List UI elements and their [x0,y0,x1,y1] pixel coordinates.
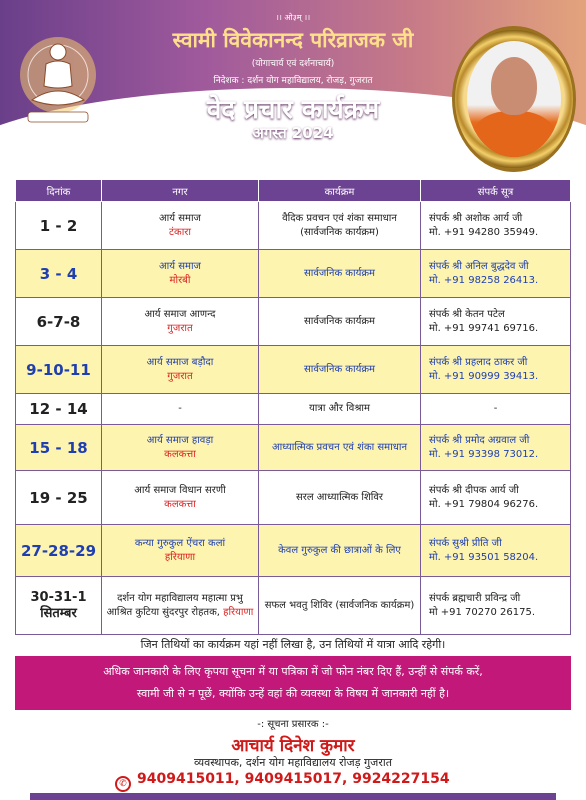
program-cell: आध्यात्मिक प्रवचन एवं शंका समाधान [259,425,421,471]
contact-cell [421,298,571,346]
contact-person: संपर्क ब्रह्मचारी प्रविन्द्र जी [429,592,521,604]
table-row [16,394,571,425]
phone-icon: ✆ [115,776,131,792]
date-cell: 15 - 18 [16,425,102,471]
banner-line-1: अधिक जानकारी के लिए कृपया सूचना में या पत्रिका में जो फोन नंबर दिए हैं, उन्हीं से संपर्क करें, [103,665,483,678]
city-line: आर्य समाज [159,260,201,272]
header-director: निदेशक : दर्शन योग महाविद्यालय, रोजड़, गुजरात [213,76,373,86]
phone-numbers: 9409415011, 9409415017, 9924227154 [137,771,450,787]
contact-person: संपर्क श्री प्रमोद अग्रवाल जी [429,434,530,446]
date-cell: 12 - 14 [16,394,102,425]
city-region: मोरबी [169,274,191,286]
city-cell [102,577,259,635]
city-cell [102,346,259,394]
date-cell: 1 - 2 [16,202,102,250]
date-cell: 30-31-1 सितम्बर [16,577,102,635]
header-title: स्वामी विवेकानन्द परिव्राजक जी [172,28,414,52]
program-cell: सार्वजनिक कार्यक्रम [259,346,421,394]
contact-person: संपर्क श्री दीपक आर्य जी [429,484,519,496]
announcer-name: आचार्य दिनेश कुमार [231,736,355,756]
city-line: आर्य समाज [159,212,201,224]
table-row [16,471,571,525]
city-cell [102,250,259,298]
city-region: हरियाणा [164,551,196,563]
city-region: गुजरात [167,370,193,382]
contact-phone: मो. +91 98258 26413. [429,274,539,286]
table-row [16,202,571,250]
schedule-table [15,179,571,635]
date-cell: 9-10-11 [16,346,102,394]
header-city: नगर [102,180,259,202]
contact-phone: मो. +91 79804 96276. [429,498,539,510]
info-banner [15,656,571,710]
contact-phones [115,771,495,792]
contact-cell [421,250,571,298]
announcer-label: -: सूचना प्रसारक :- [257,719,329,730]
contact-phone: मो. +91 94280 35949. [429,226,539,238]
contact-person: संपर्क श्री अनिल बुद्धदेव जी [429,260,529,272]
program-cell: सफल भवतु शिविर (सार्वजनिक कार्यक्रम) [259,577,421,635]
contact-cell [421,425,571,471]
city-cell [102,202,259,250]
table-row [16,425,571,471]
city-line: आर्य समाज आणन्द [144,308,216,320]
contact-cell [421,577,571,635]
contact-phone: मो +91 70270 26175. [429,606,536,618]
om-text: ।। ओ३म् ।। [275,13,311,22]
program-cell: केवल गुरुकुल की छात्राओं के लिए [259,525,421,577]
date-cell: 6-7-8 [16,298,102,346]
table-row [16,577,571,635]
table-row [16,298,571,346]
contact-person: संपर्क सुश्री प्रीति जी [429,537,502,549]
announcer-designation: व्यवस्थापक, दर्शन योग महाविद्यालय रोजड़ गुजरात [194,756,392,769]
city-cell [102,525,259,577]
date-cell: 27-28-29 [16,525,102,577]
city-line: आर्य समाज हावड़ा [146,434,214,446]
bottom-bar [30,793,556,800]
contact-person: संपर्क श्री केतन पटेल [429,308,505,320]
city-cell [102,471,259,525]
city-region: गुजरात [167,322,193,334]
header-contact: संपर्क सूत्र [421,180,571,202]
contact-person: संपर्क श्री प्रहलाद ठाकर जी [429,356,528,368]
city-line: कन्या गुरुकुल ऐंचरा कलां [134,537,226,549]
city-cell [102,298,259,346]
table-header-row [16,180,571,202]
city-region: कलकत्ता [164,498,196,510]
program-cell: वैदिक प्रवचन एवं शंका समाधान (सार्वजनिक कार्यक्रम) [259,202,421,250]
city-cell [102,425,259,471]
contact-cell [421,471,571,525]
event-month: अगस्त 2024 [252,124,334,142]
contact-cell [421,202,571,250]
contact-phone: मो. +91 93501 58204. [429,551,539,563]
banner-line-2: स्वामी जी से न पूछें, क्योंकि उन्हें वहां की व्यवस्था के विषय में जानकारी नहीं है। [136,687,450,700]
city-region: हरियाणा [223,606,254,618]
table-row [16,250,571,298]
contact-phone: मो. +91 90999 39413. [429,370,539,382]
swami-portrait-photo [452,26,576,172]
contact-phone: मो. +91 93398 73012. [429,448,539,460]
header [0,0,586,172]
event-title: वेद प्रचार कार्यक्रम [206,95,380,125]
meditating-figure-logo [18,30,98,130]
city-cell: - [102,394,259,425]
program-cell: यात्रा और विश्राम [259,394,421,425]
city-region: कलकत्ता [164,448,196,460]
contact-cell: - [421,394,571,425]
date-cell: 3 - 4 [16,250,102,298]
contact-cell [421,525,571,577]
header-date: दिनांक [16,180,102,202]
city-region: टंकारा [169,226,191,238]
table-row [16,346,571,394]
city-line: आर्य समाज बड़ौदा [146,356,214,368]
city-line: दर्शन योग महाविद्यालय महात्मा प्रभु आश्रित कुटिया सुंदरपुर रोहतक, [106,592,243,618]
date-cell: 19 - 25 [16,471,102,525]
contact-cell [421,346,571,394]
program-cell: सार्वजनिक कार्यक्रम [259,250,421,298]
travel-note: जिन तिथियों का कार्यक्रम यहां नहीं लिखा है, उन तिथियों में यात्रा आदि रहेगी। [140,638,446,651]
header-subtitle: (योगाचार्य एवं दर्शनाचार्य) [251,59,335,69]
city-line: आर्य समाज विधान सरणी [134,484,226,496]
program-cell: सार्वजनिक कार्यक्रम [259,298,421,346]
header-program: कार्यक्रम [259,180,421,202]
table-row [16,525,571,577]
program-cell: सरल आध्यात्मिक शिविर [259,471,421,525]
contact-person: संपर्क श्री अशोक आर्य जी [429,212,523,224]
contact-phone: मो. +91 99741 69716. [429,322,539,334]
